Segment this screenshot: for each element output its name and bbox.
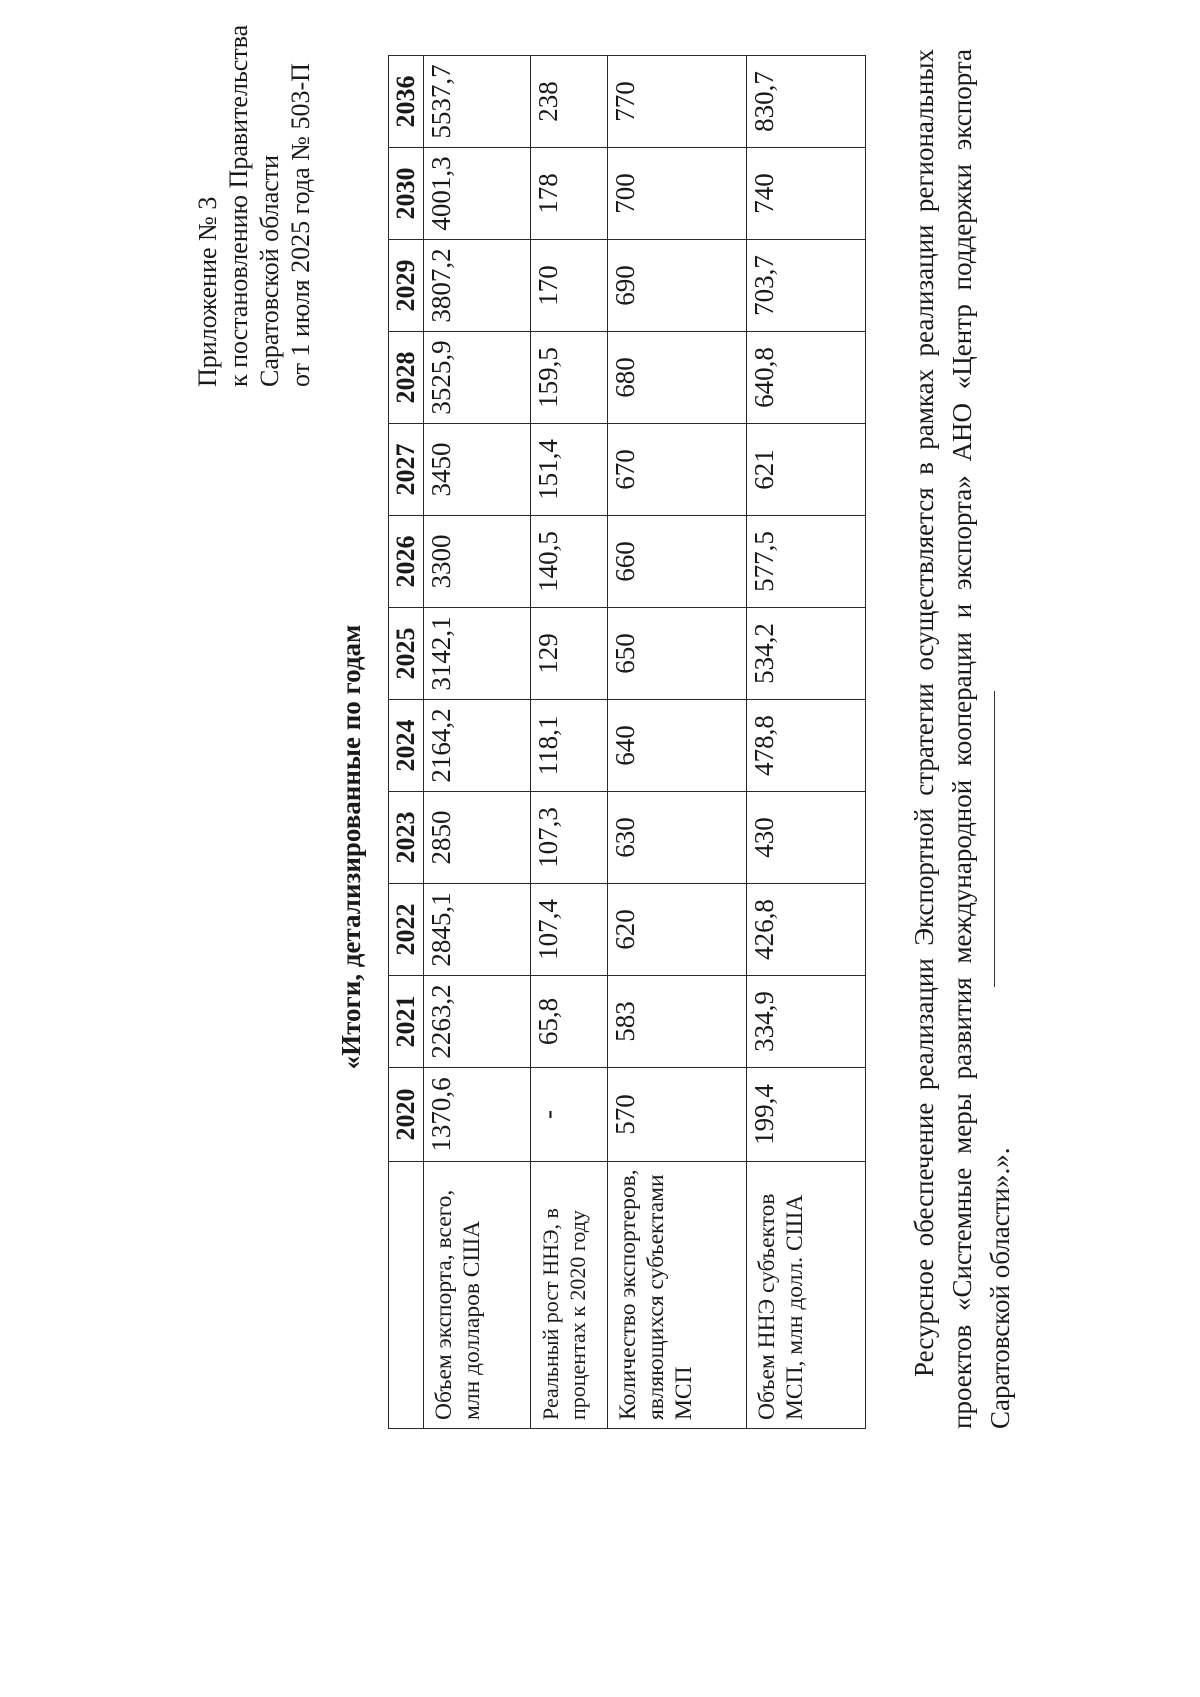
table-cell: 620 — [608, 884, 747, 976]
year-header: 2029 — [389, 240, 424, 332]
table-cell: 238 — [531, 56, 608, 148]
year-header: 2022 — [389, 884, 424, 976]
table-cell: 2263,2 — [424, 976, 531, 1068]
table-cell: 4001,3 — [424, 148, 531, 240]
table-cell: 151,4 — [531, 424, 608, 516]
appendix-date: от 1 июля 2025 года № 503-П — [286, 63, 315, 387]
table-cell: 740 — [747, 148, 866, 240]
table-cell: 478,8 — [747, 700, 866, 792]
table-cell: 3300 — [424, 516, 531, 608]
table-cell: 426,8 — [747, 884, 866, 976]
table-cell: - — [531, 1068, 608, 1162]
table-cell: 178 — [531, 148, 608, 240]
table-cell: 3142,1 — [424, 608, 531, 700]
table-cell: 2164,2 — [424, 700, 531, 792]
table-cell: 107,4 — [531, 884, 608, 976]
separator-line — [994, 691, 995, 987]
table-cell: 770 — [608, 56, 747, 148]
row-label: Реальный рост ННЭ, в процентах к 2020 году — [531, 1162, 608, 1429]
year-header: 2030 — [389, 148, 424, 240]
year-header: 2025 — [389, 608, 424, 700]
appendix-reference: к постановлению Правительства — [224, 24, 253, 387]
table-header-row — [389, 56, 424, 1429]
table-cell: 334,9 — [747, 976, 866, 1068]
body-paragraph: Ресурсное обеспечение реализации Экспортной стратегии осуществляется в рамках реализации региональных проектов «Системные меры развития международной кооперации и экспорта» АНО «Центр поддержки экспорта Саратовской области».». — [909, 49, 1015, 1429]
year-header: 2023 — [389, 792, 424, 884]
year-header: 2027 — [389, 424, 424, 516]
table-cell: 700 — [608, 148, 747, 240]
header-corner-cell — [389, 1162, 424, 1429]
table-cell: 107,3 — [531, 792, 608, 884]
table-cell: 140,5 — [531, 516, 608, 608]
section-title: «Итоги, детализированные по годам — [336, 624, 366, 1070]
table-cell: 65,8 — [531, 976, 608, 1068]
table-cell: 621 — [747, 424, 866, 516]
table-cell: 570 — [608, 1068, 747, 1162]
table-cell: 5537,7 — [424, 56, 531, 148]
appendix-header — [192, 0, 316, 387]
table-cell: 640,8 — [747, 332, 866, 424]
table-row — [531, 56, 608, 1429]
table-cell: 199,4 — [747, 1068, 866, 1162]
table-cell: 577,5 — [747, 516, 866, 608]
year-header: 2028 — [389, 332, 424, 424]
table-cell: 650 — [608, 608, 747, 700]
table-cell: 534,2 — [747, 608, 866, 700]
table-cell: 118,1 — [531, 700, 608, 792]
year-header: 2036 — [389, 56, 424, 148]
table-cell: 640 — [608, 700, 747, 792]
table-cell: 159,5 — [531, 332, 608, 424]
year-header: 2026 — [389, 516, 424, 608]
table-cell: 670 — [608, 424, 747, 516]
table-cell: 129 — [531, 608, 608, 700]
table-cell: 583 — [608, 976, 747, 1068]
appendix-number: Приложение № 3 — [193, 196, 222, 387]
table-cell: 430 — [747, 792, 866, 884]
table-cell: 630 — [608, 792, 747, 884]
table-row — [424, 56, 531, 1429]
results-table — [388, 55, 866, 1429]
table-cell: 3525,9 — [424, 332, 531, 424]
year-header: 2020 — [389, 1068, 424, 1162]
table-cell: 830,7 — [747, 56, 866, 148]
year-header: 2021 — [389, 976, 424, 1068]
table-cell: 690 — [608, 240, 747, 332]
table-cell: 2850 — [424, 792, 531, 884]
table-cell: 703,7 — [747, 240, 866, 332]
row-label: Объем ННЭ субъектов МСП, млн долл. США — [747, 1162, 866, 1429]
appendix-region: Саратовской области — [255, 154, 284, 387]
table-cell: 680 — [608, 332, 747, 424]
table-cell: 1370,6 — [424, 1068, 531, 1162]
table-row — [608, 56, 747, 1429]
row-label: Количество экспортеров, являющихся субъектами МСП — [608, 1162, 747, 1429]
table-cell: 170 — [531, 240, 608, 332]
table-cell: 660 — [608, 516, 747, 608]
table-cell: 2845,1 — [424, 884, 531, 976]
table-row — [747, 56, 866, 1429]
year-header: 2024 — [389, 700, 424, 792]
table-cell: 3450 — [424, 424, 531, 516]
row-label: Объем экспорта, всего, млн долларов США — [424, 1162, 531, 1429]
table-cell: 3807,2 — [424, 240, 531, 332]
